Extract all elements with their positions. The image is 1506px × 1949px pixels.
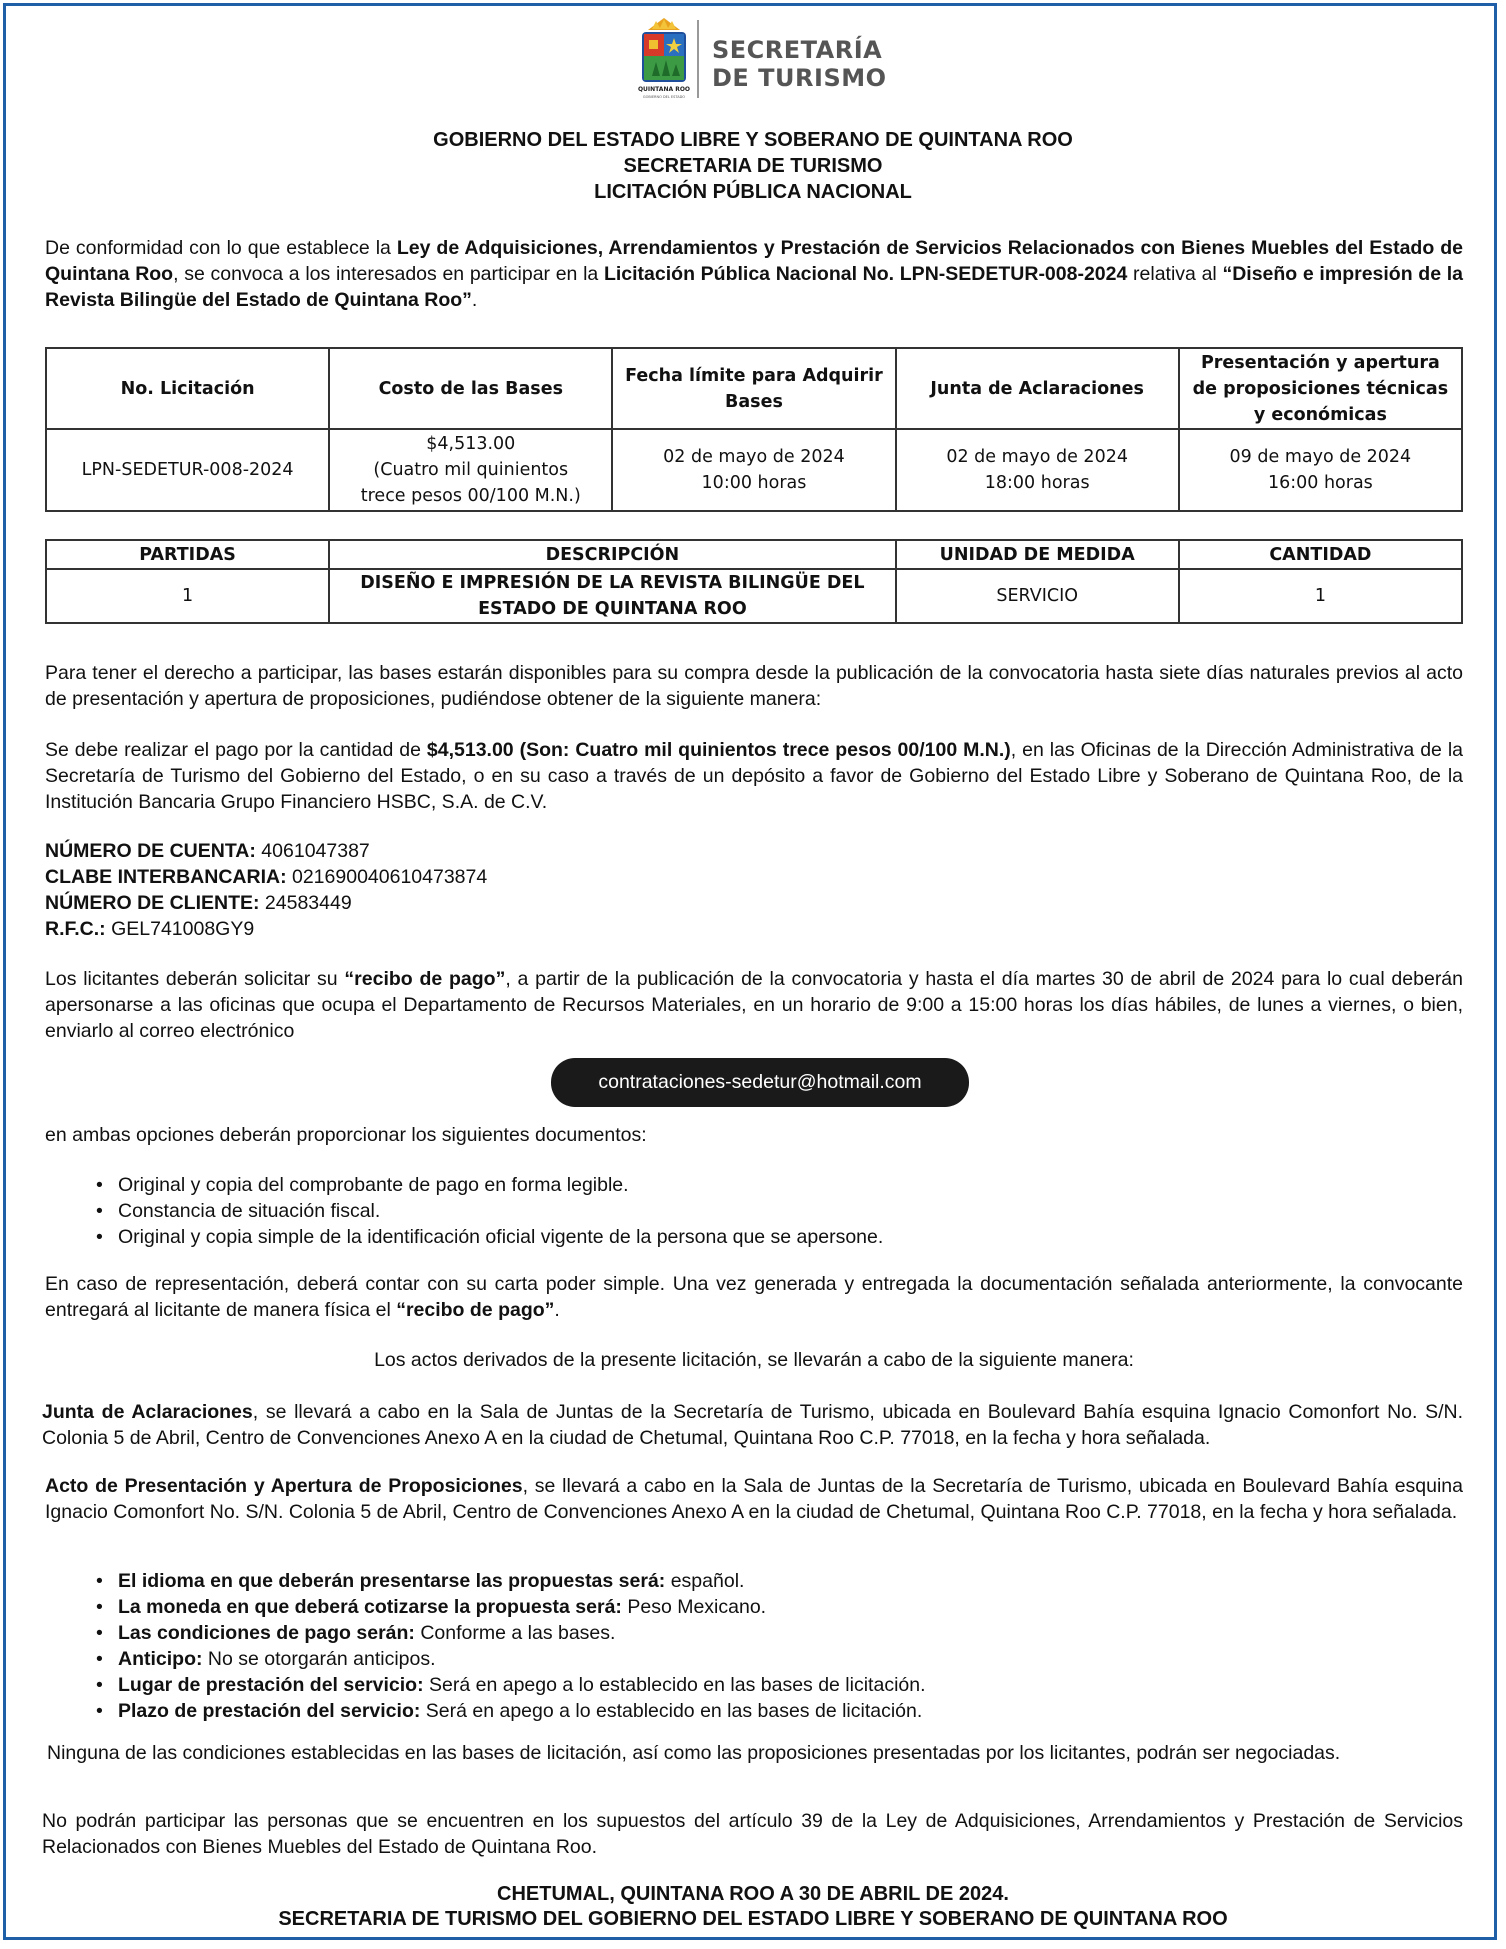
list-item: • Constancia de situación fiscal. [96,1198,1456,1224]
cell-presentacion [1179,429,1462,511]
email-address[interactable]: contrataciones-sedetur@hotmail.com [551,1058,969,1107]
list-item: • Original y copia del comprobante de pago en forma legible. [96,1172,1456,1198]
condiciones-list [96,1568,1456,1724]
cell-fecha-limite [612,429,895,511]
junta-paragraph: Junta de Aclaraciones, se llevará a cabo en la Sala de Juntas de la Secretaría de Turismo, ubicada en Boulevard Bahía esquina Ignacio Comonfort No. S/N. Colonia 5 de Abril, Centro de Convenciones Anexo A en la ciudad de Chetumal, Quintana Roo C.P. 77018, en la fecha y hora señalada. [42,1401,1463,1449]
numero-cuenta: NÚMERO DE CUENTA: 4061047387 [45,840,370,862]
no-podran-paragraph: No podrán participar las personas que se encuentren en los supuestos del artículo 39 de la Ley de Adquisiciones, Arrendamientos y Prestación de Servicios Relacionados con Bienes Muebles del Estado de Quintana Roo. [42,1810,1463,1858]
cell-line: $4,513.00 [426,434,516,454]
cell-line: 02 de mayo de 2024 [663,447,845,467]
svg-text:QUINTANA ROO: QUINTANA ROO [637,86,691,93]
cell-line: ESTADO DE QUINTANA ROO [478,599,747,619]
cell-line: 16:00 horas [1267,473,1373,493]
list-item: • Original y copia simple de la identificación oficial vigente de la persona que se apersone. [96,1224,1456,1250]
partidas-table [45,539,1463,624]
documentos-list [96,1172,1456,1250]
header-cell: Fecha límite para Adquirir Bases [612,348,895,429]
svg-text:GOBIERNO DEL ESTADO: GOBIERNO DEL ESTADO [642,95,686,99]
list-item: • La moneda en que deberá cotizarse la propuesta será: Peso Mexicano. [96,1594,1456,1620]
rfc: R.F.C.: GEL741008GY9 [45,918,255,940]
cell-junta [896,429,1179,511]
header-title-3: LICITACIÓN PÚBLICA NACIONAL [594,181,912,203]
header-cell: PARTIDAS [46,540,329,569]
header-cell: CANTIDAD [1179,540,1462,569]
footer-line-2: SECRETARIA DE TURISMO DEL GOBIERNO DEL ESTADO LIBRE Y SOBERANO DE QUINTANA ROO [278,1908,1228,1930]
cell-line: DISEÑO E IMPRESIÓN DE LA REVISTA BILINGÜE DEL [360,573,865,593]
cell-cantidad: 1 [1179,569,1462,623]
licitacion-table [45,347,1463,512]
cell-line: trece pesos 00/100 M.N.) [360,486,581,506]
cell-line: 09 de mayo de 2024 [1229,447,1412,467]
brand-line-2: DE TURISMO [712,64,887,92]
secretaria-turismo-logo [634,16,894,102]
cuenta-block [45,838,1463,942]
actos-paragraph: Los actos derivados de la presente licitación, se llevarán a cabo de la siguiente manera: [374,1349,1134,1371]
list-item: • Anticipo: No se otorgarán anticipos. [96,1646,1456,1672]
list-item: • El idioma en que deberán presentarse las propuestas será: español. [96,1568,1456,1594]
ninguna-paragraph: Ninguna de las condiciones establecidas en las bases de licitación, así como las proposiciones presentadas por los licitantes, podrán ser negociadas. [47,1742,1341,1764]
table-row [46,429,1462,511]
intro-paragraph: De conformidad con lo que establece la Ley de Adquisiciones, Arrendamientos y Prestación de Servicios Relacionados con Bienes Muebles del Estado de Quintana Roo, se convoca a los interesados en participar en la Licitación Pública Nacional No. LPN-SEDETUR-008-2024 relativa al “Diseño e impresión de la Revista Bilingüe del Estado de Quintana Roo”. [45,237,1464,311]
header-cell: No. Licitación [46,348,329,429]
list-item: • Las condiciones de pago serán: Conforme a las bases. [96,1620,1456,1646]
cell-descripcion [329,569,895,623]
cell-line: 02 de mayo de 2024 [946,447,1128,467]
partidas-table-header-row [46,540,1462,569]
derecho-paragraph: Para tener el derecho a participar, las bases estarán disponibles para su compra desde la publicación de la convocatoria hasta siete días naturales previos al acto de presentación y apertura de proposiciones, pudiéndose obtener de la siguiente manera: [45,662,1463,710]
numero-cliente: NÚMERO DE CLIENTE: 24583449 [45,892,352,914]
cell-line: 18:00 horas [984,473,1090,493]
pago-paragraph: Se debe realizar el pago por la cantidad de $4,513.00 (Son: Cuatro mil quinientos trece pesos 00/100 M.N.), en las Oficinas de la Dirección Administrativa de la Secretaría de Turismo del Gobierno del Estado, o en su caso a través de un depósito a favor de Gobierno del Estado Libre y Soberano de Quintana Roo, de la Institución Bancaria Grupo Financiero HSBC, S.A. de C.V. [45,739,1464,813]
ambas-paragraph: en ambas opciones deberán proporcionar los siguientes documentos: [45,1124,647,1146]
brand-line-1: SECRETARÍA [712,36,883,64]
cell-line: 10:00 horas [701,473,807,493]
cell-partida: 1 [46,569,329,623]
header-title-1: GOBIERNO DEL ESTADO LIBRE Y SOBERANO DE QUINTANA ROO [433,129,1073,151]
cell-costo [329,429,612,511]
cell-line: (Cuatro mil quinientos [373,460,569,480]
header-title-2: SECRETARIA DE TURISMO [623,155,883,177]
list-item: • Lugar de prestación del servicio: Será en apego a lo establecido en las bases de licitación. [96,1672,1456,1698]
table-row [46,569,1462,623]
list-item: • Plazo de prestación del servicio: Será en apego a lo establecido en las bases de licitación. [96,1698,1456,1724]
cell-licitacion: LPN-SEDETUR-008-2024 [46,429,329,511]
footer-line-1: CHETUMAL, QUINTANA ROO A 30 DE ABRIL DE 2024. [497,1883,1009,1905]
header-cell: Junta de Aclaraciones [896,348,1179,429]
header-cell: UNIDAD DE MEDIDA [896,540,1179,569]
header-cell: Costo de las Bases [329,348,612,429]
cell-unidad: SERVICIO [896,569,1179,623]
acto-paragraph: Acto de Presentación y Apertura de Proposiciones, se llevará a cabo en la Sala de Juntas de la Secretaría de Turismo, ubicada en Boulevard Bahía esquina Ignacio Comonfort No. S/N. Colonia 5 de Abril, Centro de Convenciones Anexo A en la ciudad de Chetumal, Quintana Roo C.P. 77018, en la fecha y hora señalada. [45,1475,1463,1523]
clabe-interbancaria: CLABE INTERBANCARIA: 021690040610473874 [45,866,488,888]
header-cell: Presentación y apertura de proposiciones técnicas y económicas [1179,348,1462,429]
header-cell: DESCRIPCIÓN [329,540,895,569]
logo-wordmark [712,36,887,92]
representacion-paragraph: En caso de representación, deberá contar con su carta poder simple. Una vez generada y entregada la documentación señalada anteriormente, la convocante entregará al licitante de manera física el “recibo de pago”. [45,1273,1463,1321]
licitacion-table-header-row [46,348,1462,429]
recibo-paragraph: Los licitantes deberán solicitar su “recibo de pago”, a partir de la publicación de la convocatoria y hasta el día martes 30 de abril de 2024 para lo cual deberán apersonarse a las oficinas que ocupa el Departamento de Recursos Materiales, en un horario de 9:00 a 15:00 horas los días hábiles, de lunes a viernes, o bien, enviarlo al correo electrónico [45,968,1463,1042]
quintana-roo-seal-icon [634,16,694,102]
logo-divider [697,20,699,98]
